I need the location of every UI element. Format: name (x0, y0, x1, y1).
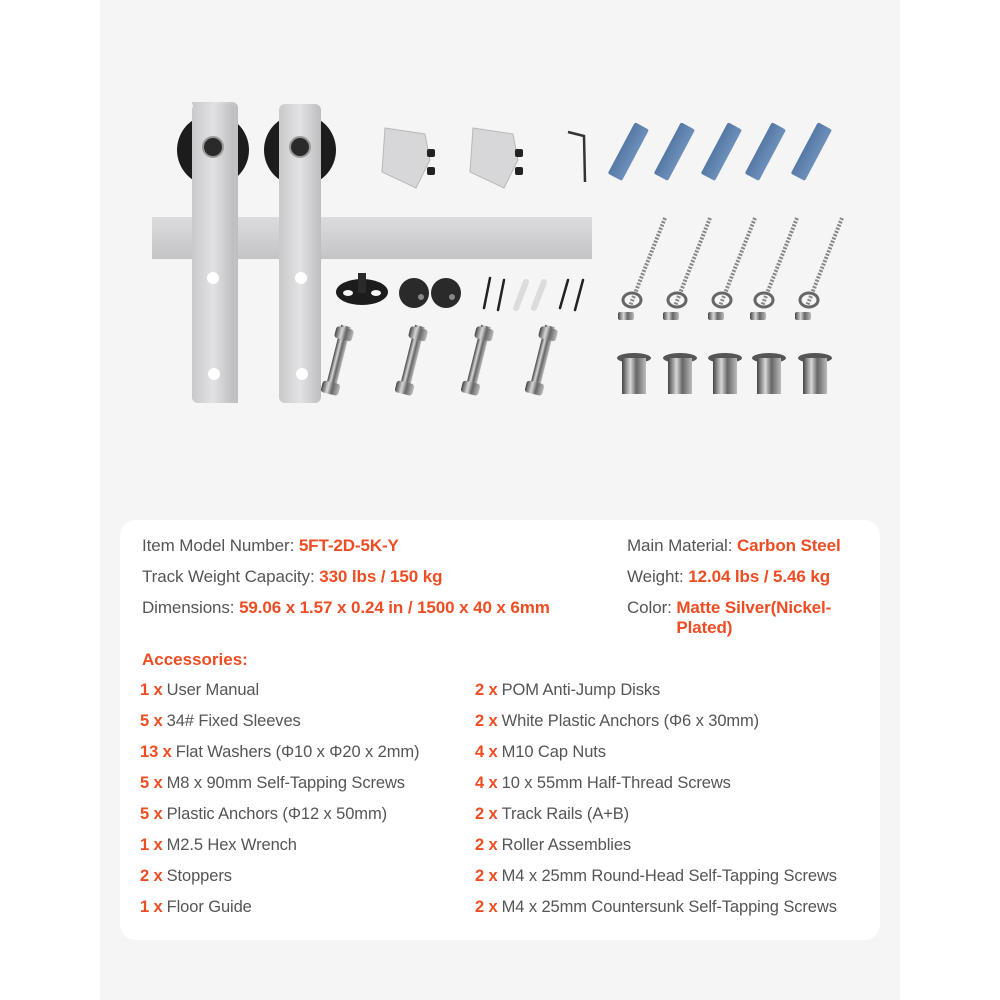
accessory-name: M2.5 Hex Wrench (166, 836, 297, 854)
floor-guide (336, 273, 388, 305)
accessory-item (140, 711, 419, 742)
accessory-qty: 4 x (475, 743, 498, 761)
accessory-name: 34# Fixed Sleeves (166, 712, 301, 730)
spec-color-value: Matte Silver(Nickel-Plated) (676, 598, 832, 637)
fixed-sleeves (617, 353, 832, 394)
accessory-qty: 1 x (140, 836, 163, 854)
spec-dimensions-label: Dimensions: (142, 598, 235, 617)
accessories-heading: Accessories: (142, 650, 248, 669)
accessory-name: Track Rails (A+B) (501, 805, 630, 823)
spec-color-label: Color: (627, 598, 672, 617)
hex-wrench (568, 132, 585, 182)
accessory-qty: 1 x (140, 898, 163, 916)
white-plastic-anchors (516, 282, 544, 308)
anti-jump-disk-2 (431, 278, 461, 308)
accessory-item (140, 897, 419, 928)
spec-model-label: Item Model Number: (142, 536, 295, 555)
accessory-qty: 2 x (140, 867, 163, 885)
product-image (140, 90, 880, 420)
accessory-item (475, 680, 837, 711)
accessory-name: M10 Cap Nuts (501, 743, 606, 761)
half-thread-bolts (320, 324, 558, 396)
accessory-qty: 5 x (140, 805, 163, 823)
spec-weight-label: Weight: (627, 567, 684, 586)
round-head-screws (484, 278, 504, 310)
accessory-item (475, 897, 837, 928)
plastic-anchors (608, 122, 832, 181)
stopper-2 (470, 128, 523, 188)
accessory-name: 10 x 55mm Half-Thread Screws (501, 774, 731, 792)
accessory-qty: 5 x (140, 774, 163, 792)
accessory-name: Stoppers (166, 867, 232, 885)
accessory-qty: 2 x (475, 805, 498, 823)
spec-card (120, 520, 880, 940)
accessory-item (140, 866, 419, 897)
stopper-1 (382, 128, 435, 188)
anti-jump-disk-1 (399, 278, 429, 308)
spec-material-value: Carbon Steel (736, 536, 841, 555)
accessory-item (140, 804, 419, 835)
accessory-qty: 1 x (140, 681, 163, 699)
accessory-qty: 2 x (475, 712, 498, 730)
accessory-qty: 2 x (475, 898, 498, 916)
accessory-name: User Manual (166, 681, 260, 699)
accessory-item (475, 773, 837, 804)
accessories-list-left (140, 680, 419, 928)
countersunk-screws (560, 280, 583, 310)
accessory-qty: 2 x (475, 681, 498, 699)
spec-model-value: 5FT-2D-5K-Y (298, 536, 399, 555)
spec-color (627, 598, 877, 638)
accessory-item (475, 711, 837, 742)
accessory-name: Flat Washers (Φ10 x Φ20 x 2mm) (175, 743, 420, 761)
accessory-qty: 4 x (475, 774, 498, 792)
accessory-name: Roller Assemblies (501, 836, 632, 854)
accessory-qty: 5 x (140, 712, 163, 730)
accessory-name: White Plastic Anchors (Φ6 x 30mm) (501, 712, 760, 730)
accessory-item (475, 804, 837, 835)
accessory-item (475, 866, 837, 897)
spec-weight (627, 567, 830, 587)
accessory-qty: 2 x (475, 836, 498, 854)
spec-weight-value: 12.04 lbs / 5.46 kg (688, 567, 831, 586)
accessory-item (475, 835, 837, 866)
accessory-name: POM Anti-Jump Disks (501, 681, 661, 699)
accessory-item (475, 742, 837, 773)
spec-model (142, 536, 399, 556)
spec-capacity-value: 330 lbs / 150 kg (319, 567, 443, 586)
accessories-list-right (475, 680, 837, 928)
spec-dimensions-value: 59.06 x 1.57 x 0.24 in / 1500 x 40 x 6mm (239, 598, 550, 617)
accessory-name: Plastic Anchors (Φ12 x 50mm) (166, 805, 387, 823)
accessory-qty: 13 x (140, 743, 172, 761)
accessory-item (140, 742, 419, 773)
accessory-item (140, 773, 419, 804)
accessory-name: M4 x 25mm Round-Head Self-Tapping Screws (501, 867, 837, 885)
spec-capacity (142, 567, 442, 587)
spec-material-label: Main Material: (627, 536, 733, 555)
accessory-item (140, 680, 419, 711)
accessory-item (140, 835, 419, 866)
spec-material (627, 536, 841, 556)
accessory-name: Floor Guide (166, 898, 252, 916)
spec-dimensions (142, 598, 550, 618)
spec-capacity-label: Track Weight Capacity: (142, 567, 315, 586)
accessory-name: M4 x 25mm Countersunk Self-Tapping Screws (501, 898, 837, 916)
accessory-name: M8 x 90mm Self-Tapping Screws (166, 774, 405, 792)
lag-screws (618, 218, 842, 320)
accessory-qty: 2 x (475, 867, 498, 885)
